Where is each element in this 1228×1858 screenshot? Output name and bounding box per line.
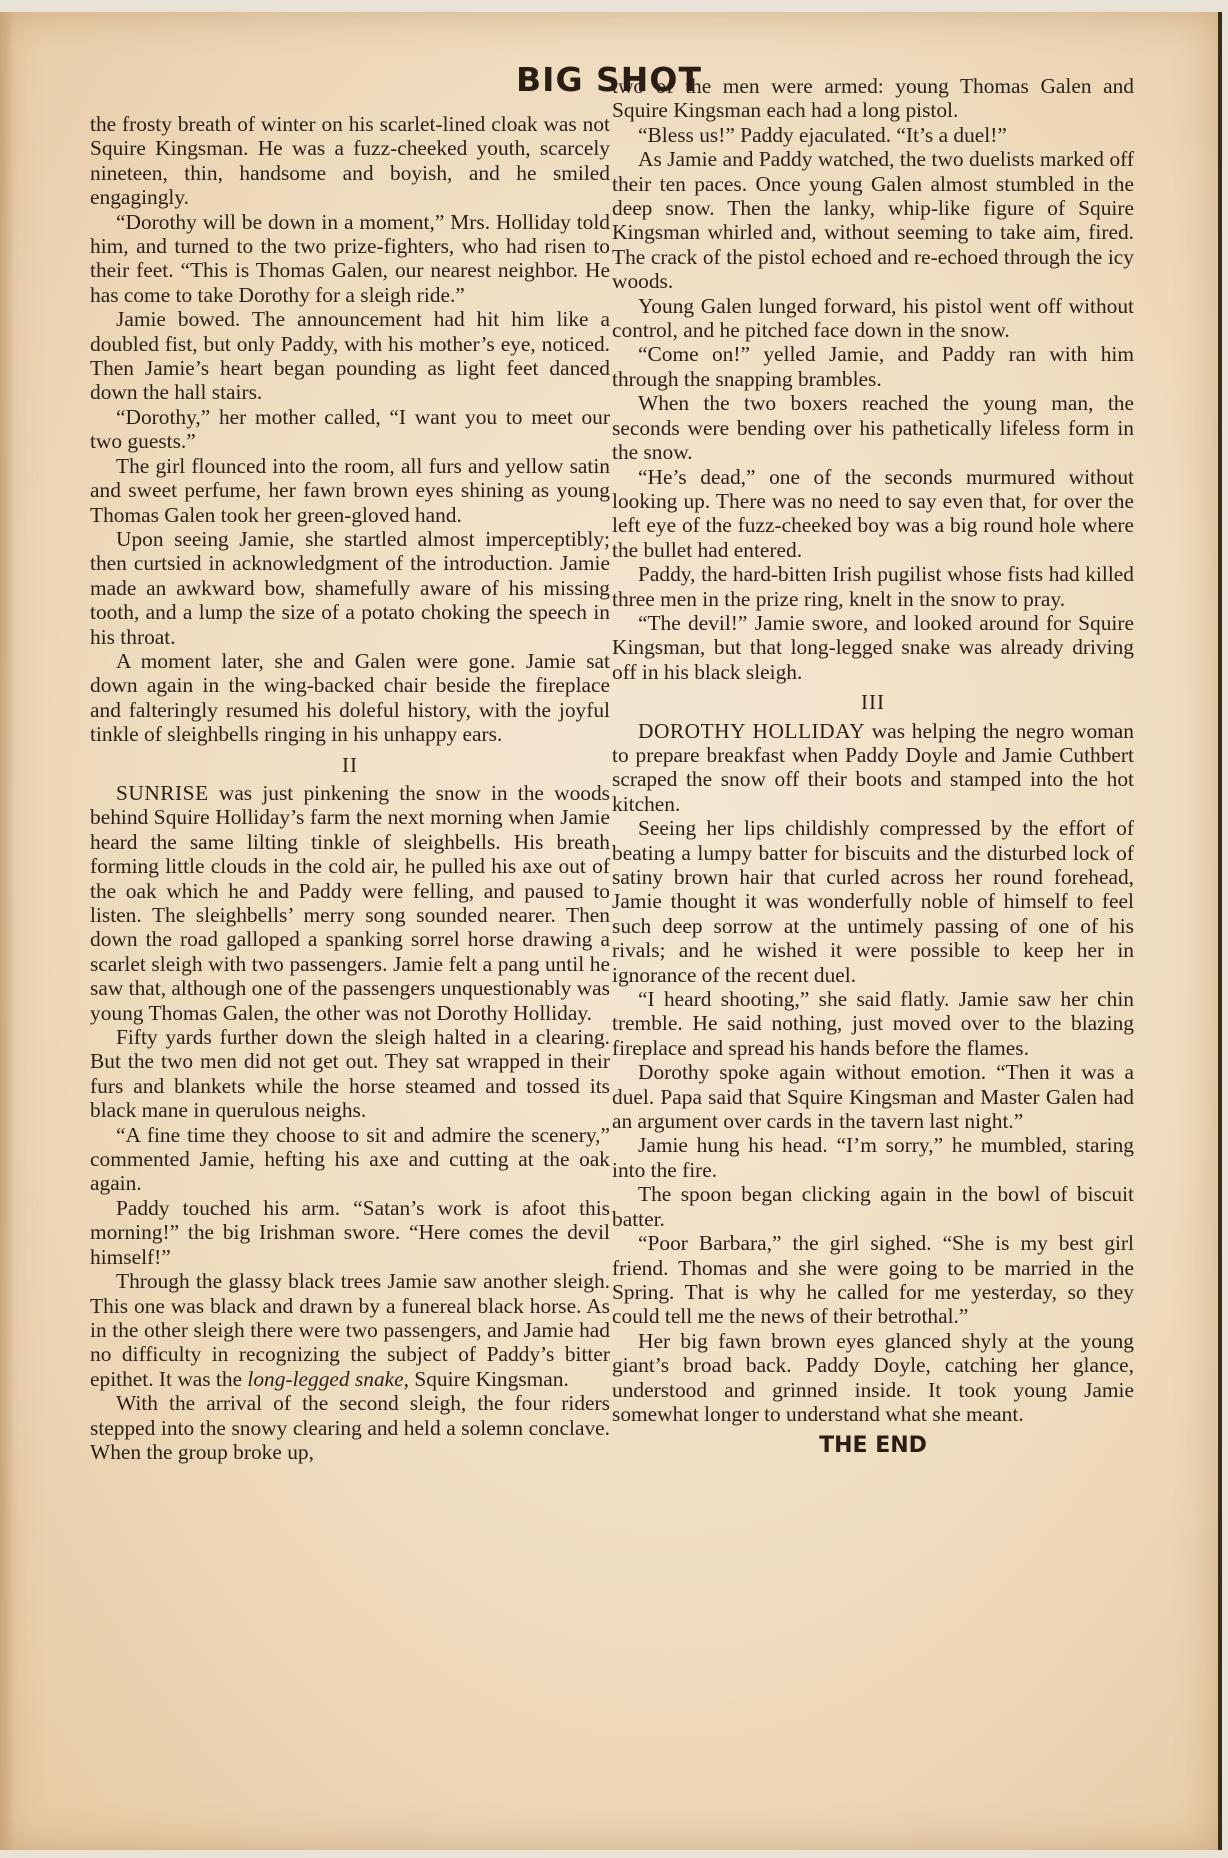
- paragraph: “I heard shooting,” she said flatly. Jamie saw her chin tremble. He said nothing, just moved over to the blazing fireplace and spread his hands before the flames.: [612, 987, 1134, 1060]
- paragraph: With the arrival of the second sleigh, the four riders stepped into the snowy clearing and held a solemn conclave. When the group broke up,: [90, 1391, 610, 1464]
- paragraph: “Come on!” yelled Jamie, and Paddy ran with him through the snapping brambles.: [612, 342, 1134, 391]
- paragraph-text: was helping the negro woman to prepare breakfast when Paddy Doyle and Jamie Cuthbert scraped the snow off their boots and stamped into the hot kitchen.: [612, 718, 1135, 816]
- paragraph: Fifty yards further down the sleigh halted in a clearing. But the two men did not get out. They sat wrapped in their furs and blankets while the horse steamed and tossed its black mane in querulous neighs.: [90, 1025, 610, 1123]
- paragraph: two of the men were armed: young Thomas Galen and Squire Kingsman each had a long pistol.: [612, 74, 1134, 123]
- section-heading: II: [342, 752, 358, 777]
- paragraph: Her big fawn brown eyes glanced shyly at the young giant’s broad back. Paddy Doyle, catching her glance, understood and grinned inside. It took young Jamie somewhat longer to understand what she meant.: [612, 1328, 1134, 1426]
- paragraph: “Dorothy,” her mother called, “I want you to meet our two guests.”: [90, 404, 610, 454]
- paragraph: “Poor Barbara,” the girl sighed. “She is my best girl friend. Thomas and she were going to be married in the Spring. That is why he called for me yesterday, so they could tell me the news of their betrothal.”: [612, 1231, 1134, 1329]
- page-header: BIG SHOT: [516, 60, 702, 99]
- paragraph: the frosty breath of winter on his scarlet-lined cloak was not Squire Kingsman. He was a fuzz-cheeked youth, scarcely nineteen, thin, handsome and boyish, and he smiled engagingly.: [90, 112, 610, 210]
- paragraph: The girl flounced into the room, all furs and yellow satin and sweet perfume, her fawn brown eyes shining as young Thomas Galen took her green-gloved hand.: [90, 453, 610, 527]
- paragraph: Jamie bowed. The announcement had hit him like a doubled fist, but only Paddy, with his mother’s eye, noticed. Then Jamie’s heart began pounding as light feet danced down the hall stairs.: [90, 307, 610, 405]
- paragraph: “He’s dead,” one of the seconds murmured without looking up. There was no need to say even that, for over the left eye of the fuzz-cheeked boy was a big round hole where the bullet had entered.: [612, 464, 1134, 562]
- paragraph: Seeing her lips childishly compressed by the effort of beating a lumpy batter for biscuits and the disturbed lock of satiny brown hair that curled across her round forehead, Jamie thought it was wonderfully noble of himself to feel such deep sorrow at the untimely passing of one of his rivals; and he wished it were possible to keep her in ignorance of the recent duel.: [612, 816, 1134, 987]
- paragraph: Young Galen lunged forward, his pistol went off without control, and he pitched face down in the snow.: [612, 293, 1134, 343]
- paragraph: Upon seeing Jamie, she startled almost imperceptibly; then curtsied in acknowledgment of the introduction. Jamie made an awkward bow, shamefully aware of his missing tooth, and a lump the size of a potato choking the speech in his throat.: [90, 526, 610, 649]
- paragraph: The spoon began clicking again in the bowl of biscuit batter.: [612, 1182, 1134, 1231]
- paragraph-text: Through the glassy black trees Jamie saw another sleigh. This one was black and drawn by a funereal black horse. As in the other sleigh there were two passengers, and Jamie had no difficulty in recognizing the subject of Paddy’s bitter epithet. It was the: [90, 1269, 610, 1391]
- paragraph-text: Squire Kingsman.: [409, 1366, 569, 1391]
- right-column: [612, 74, 1134, 1459]
- magazine-page: [0, 12, 1222, 1850]
- paragraph: As Jamie and Paddy watched, the two duelists marked off their ten paces. Once young Galen almost stumbled in the deep snow. Then the lanky, whip-like figure of Squire Kingsman whirled and, without seeming to take aim, fired. The crack of the pistol echoed and re-echoed through the icy woods.: [612, 147, 1134, 294]
- left-column: [90, 112, 610, 1464]
- paragraph-text: was just pinkening the snow in the woods behind Squire Holliday’s farm the next morning when Jamie heard the same lilting tinkle of sleighbells. His breath forming little clouds in the cold air, he pulled his axe out of the oak which he and Paddy were felling, and paused to listen. The sleighbells’ merry song sounded nearer. Then down the road galloped a spanking sorrel horse drawing a scarlet sleigh with two passengers. Jamie felt a pang until he saw that, although one of the passengers unquestionably was young Thomas Galen, the other was not Dorothy Holliday.: [90, 780, 610, 1025]
- paragraph: Paddy touched his arm. “Satan’s work is afoot this morning!” the big Irishman swore. “Here comes the devil himself!”: [90, 1195, 610, 1269]
- paragraph: Dorothy spoke again without emotion. “Then it was a duel. Papa said that Squire Kingsman and Master Galen had an argument over cards in the tavern last night.”: [612, 1060, 1134, 1134]
- paragraph: “A fine time they choose to sit and admire the scenery,” commented Jamie, hefting his axe and cutting at the oak again.: [90, 1122, 610, 1196]
- paragraph: “Bless us!” Paddy ejaculated. “It’s a duel!”: [638, 122, 1007, 147]
- paragraph: A moment later, she and Galen were gone. Jamie sat down again in the wing-backed chair beside the fireplace and falteringly resumed his doleful history, with the joyful tinkle of sleighbells ringing in his unhappy ears.: [90, 648, 610, 747]
- paragraph: When the two boxers reached the young man, the seconds were bending over his pathetically lifeless form in the snow.: [612, 391, 1134, 465]
- emphasis-text: long-legged snake,: [247, 1366, 409, 1391]
- paragraph: Jamie hung his head. “I’m sorry,” he mumbled, staring into the fire.: [612, 1133, 1134, 1182]
- paragraph: [612, 719, 1134, 817]
- the-end-marker: THE END: [819, 1433, 927, 1459]
- paragraph: [90, 1269, 610, 1391]
- section-heading: III: [861, 690, 885, 715]
- paragraph: [90, 781, 610, 1025]
- page-spine-shadow: [0, 12, 14, 1850]
- section-lead-word: DOROTHY HOLLIDAY: [638, 718, 866, 743]
- section-lead-word: SUNRISE: [116, 780, 209, 805]
- paragraph: “The devil!” Jamie swore, and looked around for Squire Kingsman, but that long-legged snake was already driving off in his black sleigh.: [612, 610, 1134, 684]
- paragraph: Paddy, the hard-bitten Irish pugilist whose fists had killed three men in the prize ring, knelt in the snow to pray.: [612, 562, 1134, 611]
- paragraph: “Dorothy will be down in a moment,” Mrs. Holliday told him, and turned to the two prize-fighters, who had risen to their feet. “This is Thomas Galen, our nearest neighbor. He has come to take Dorothy for a sleigh ride.”: [90, 209, 610, 307]
